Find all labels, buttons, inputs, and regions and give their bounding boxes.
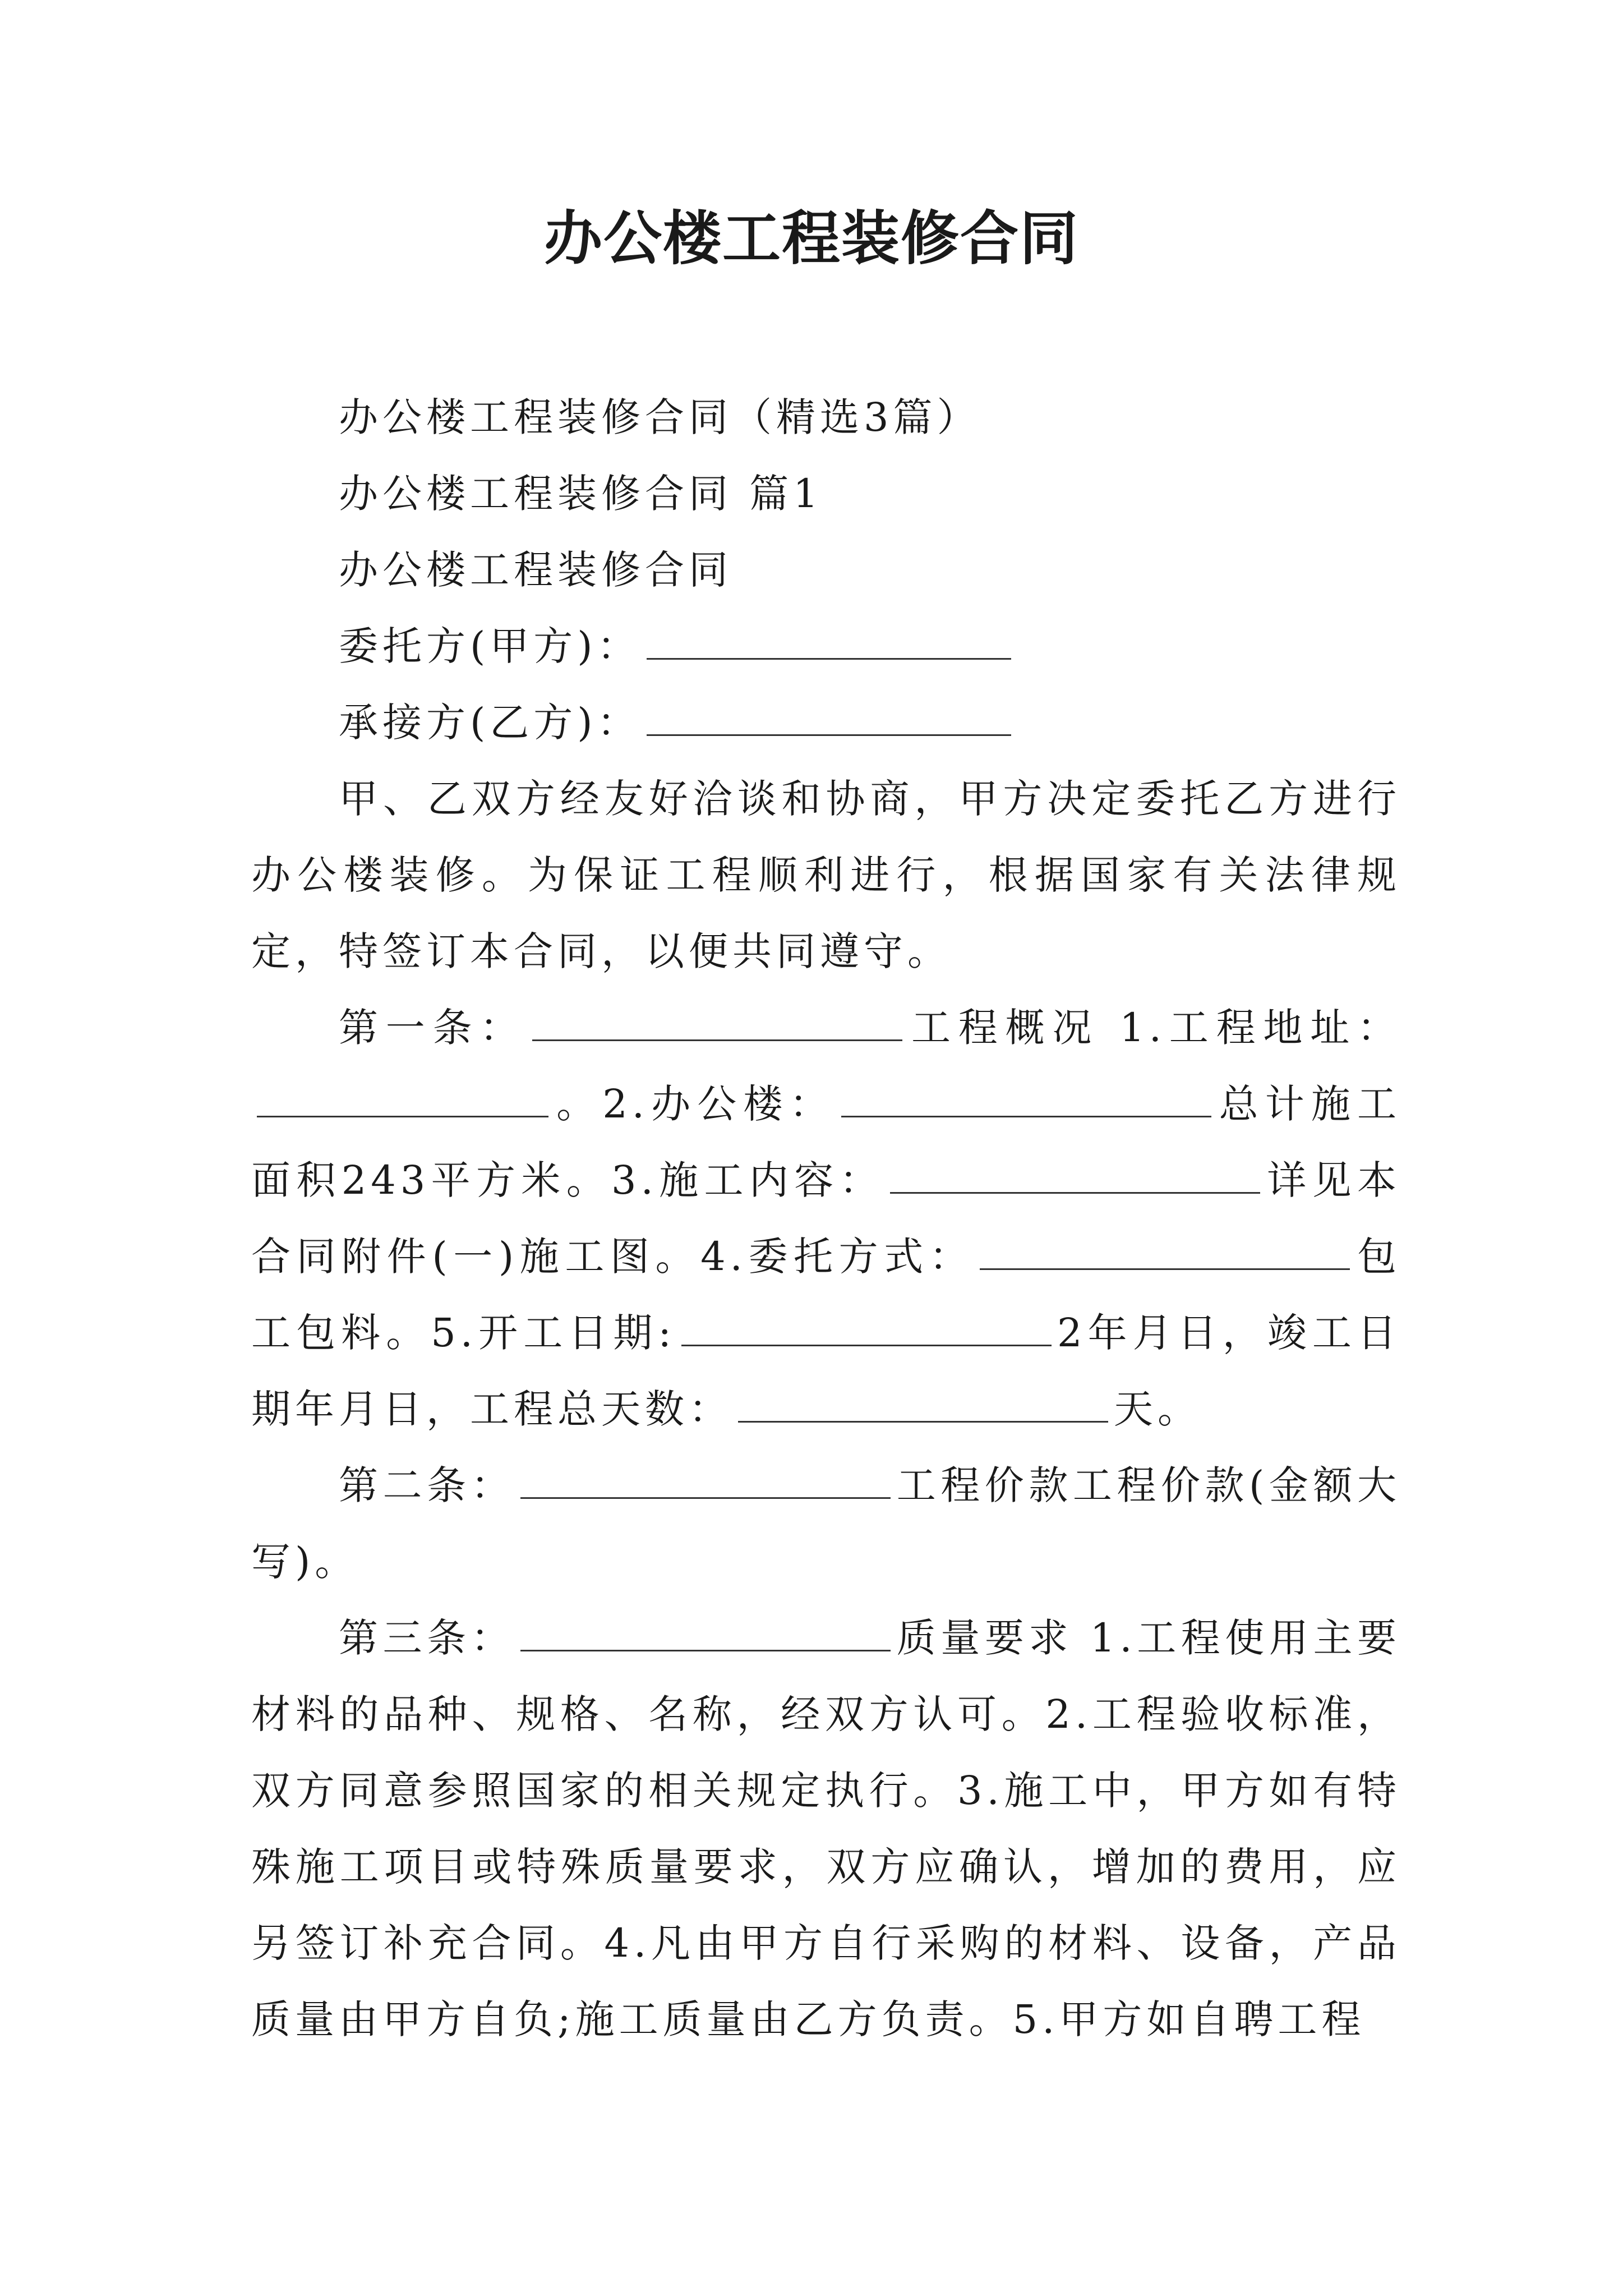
article-1-text-5: 包工包料。5.开工日期: (251, 1234, 1401, 1356)
article-1-text-7: 天。 (1114, 1386, 1201, 1432)
article-1-blank-3 (841, 1082, 1211, 1117)
article-3-label: 第三条： (339, 1615, 515, 1661)
article-1-blank-7 (738, 1387, 1108, 1423)
party-b-line (251, 684, 1401, 761)
subtitle-line: 办公楼工程装修合同（精选3篇） (339, 394, 981, 440)
article-1-blank-5 (980, 1235, 1350, 1270)
article-1-blank-2 (257, 1082, 548, 1117)
article-1-text-4: 详见本合同附件(一)施工图。4.委托方式： (251, 1157, 1401, 1280)
party-a-blank (647, 624, 1011, 660)
article-2-label: 第二条： (339, 1462, 515, 1508)
document-title: 办公楼工程装修合同 (543, 204, 1079, 273)
party-a-line (251, 608, 1401, 684)
article-1-blank-1 (532, 1006, 902, 1041)
article-2-text-1: 工程价款工程价款(金额大写)。 (251, 1462, 1401, 1585)
article-1-blank-6 (681, 1311, 1052, 1346)
article-3 (251, 1600, 1401, 2058)
article-1-text-3: 总计施工面积243平方米。3.施工内容： (251, 1081, 1401, 1203)
article-1 (251, 990, 1401, 1447)
part-heading: 办公楼工程装修合同 篇1 (339, 471, 823, 517)
article-1-blank-4 (890, 1158, 1260, 1194)
party-b-label: 承接方(乙方)： (339, 700, 641, 746)
document-body (251, 379, 1401, 2058)
article-1-text-1: 工程概况 1.工程地址： (908, 1005, 1401, 1051)
contract-name: 办公楼工程装修合同 (339, 547, 732, 593)
party-b-blank (647, 701, 1011, 736)
article-3-blank-1 (520, 1616, 891, 1651)
article-1-label: 第一条： (339, 1005, 527, 1051)
article-1-text-2: 。2.办公楼： (554, 1081, 836, 1127)
article-3-text-1: 质量要求 1.工程使用主要材料的品种、规格、名称，经双方认可。2.工程验收标准，双方同意参照国家的相关规定执行。3.施工中，甲方如有特殊施工项目或特殊质量要求，双方应确认，增加的费用，应另签订补充合同。4.凡由甲方自行采购的材料、设备，产品质量由甲方自负;施工质量由乙方负责。5.甲方如自聘工程 (251, 1615, 1401, 2042)
article-2-blank-1 (520, 1464, 891, 1499)
article-2 (251, 1447, 1401, 1600)
intro-paragraph: 甲、乙双方经友好洽谈和协商，甲方决定委托乙方进行办公楼装修。为保证工程顺利进行，根据国家有关法律规定，特签订本合同，以便共同遵守。 (251, 776, 1401, 974)
article-1-text-6: 2年月日，竣工日期年月日，工程总天数： (251, 1310, 1401, 1432)
party-a-label: 委托方(甲方)： (339, 623, 641, 669)
